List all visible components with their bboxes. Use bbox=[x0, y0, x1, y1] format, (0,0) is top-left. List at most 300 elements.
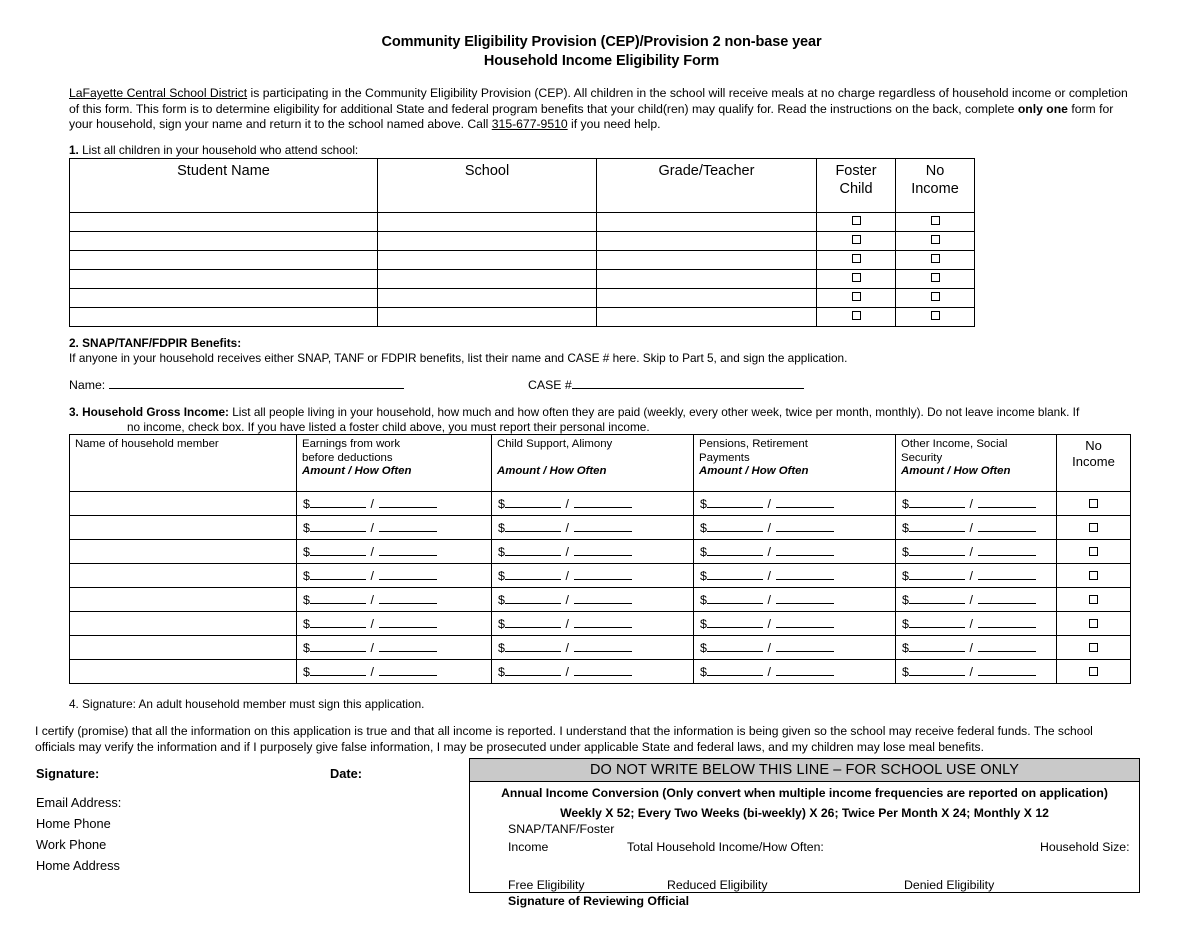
certification-line-1: I certify (promise) that all the information on this application is true and that all income is reported. I understand that the information is being given so the school may receive federal funds. The school bbox=[35, 724, 1093, 738]
amount-input[interactable] bbox=[909, 496, 965, 508]
cell-other-income[interactable] bbox=[896, 636, 1057, 660]
col-household-member-name bbox=[70, 435, 297, 492]
separator: / bbox=[562, 593, 573, 607]
section-2-body: If anyone in your household receives either SNAP, TANF or FDPIR benefits, list their name and CASE # here. Skip to Part 5, and sign the application. bbox=[69, 351, 848, 365]
intro-text-1: is participating in the Community Eligibility Provision (CEP). All children in the school will receive meals at no charge regardless of household income or completion of this form. This form is to determine eligibility for additional State and federal program benefits that your child(ren) may qualify for. Read the instructions on the back, complete bbox=[69, 86, 1128, 116]
amount-input[interactable] bbox=[505, 568, 561, 580]
cell-other-income[interactable] bbox=[896, 492, 1057, 516]
cell-pensions[interactable] bbox=[694, 516, 896, 540]
separator: / bbox=[764, 593, 775, 607]
col-child-support-alimony bbox=[492, 435, 694, 492]
section-4-text: Signature: An adult household member must sign this application. bbox=[82, 697, 425, 711]
income-label: Income bbox=[508, 840, 549, 854]
amount-input[interactable] bbox=[310, 568, 366, 580]
how-often-input[interactable] bbox=[776, 568, 834, 580]
amount-how-often-earnings[interactable] bbox=[303, 665, 437, 679]
cell-school[interactable] bbox=[378, 308, 597, 327]
amount-input[interactable] bbox=[505, 640, 561, 652]
amount-input[interactable] bbox=[505, 544, 561, 556]
how-often-input[interactable] bbox=[776, 592, 834, 604]
how-often-input[interactable] bbox=[574, 520, 632, 532]
currency-symbol: $ bbox=[498, 665, 505, 679]
separator: / bbox=[966, 497, 977, 511]
title-line-1: Community Eligibility Provision (CEP)/Provision 2 non-base year bbox=[381, 34, 822, 50]
table-row bbox=[70, 516, 1131, 540]
checkbox-no-income[interactable] bbox=[1089, 667, 1098, 676]
cell-other-income[interactable] bbox=[896, 588, 1057, 612]
cell-no-income[interactable] bbox=[1057, 612, 1131, 636]
intro-bold-only-one: only one bbox=[1017, 101, 1068, 116]
checkbox-no-income[interactable] bbox=[1089, 499, 1098, 508]
section-1-text: List all children in your household who attend school: bbox=[82, 143, 359, 157]
currency-symbol: $ bbox=[902, 497, 909, 511]
separator: / bbox=[764, 521, 775, 535]
amount-how-often-pensions[interactable] bbox=[700, 521, 834, 535]
snap-case-input[interactable] bbox=[572, 376, 804, 389]
col-pensions-l2: Payments bbox=[699, 451, 750, 464]
amount-input[interactable] bbox=[707, 520, 763, 532]
amount-how-often-other-income[interactable] bbox=[902, 593, 1036, 607]
col-pensions-retirement bbox=[694, 435, 896, 492]
cell-no-income[interactable] bbox=[1057, 492, 1131, 516]
how-often-input[interactable] bbox=[776, 496, 834, 508]
cell-household-member-name[interactable] bbox=[70, 612, 297, 636]
cell-school[interactable] bbox=[378, 213, 597, 232]
checkbox-no-income[interactable] bbox=[931, 254, 940, 263]
amount-input[interactable] bbox=[310, 640, 366, 652]
checkbox-foster-child[interactable] bbox=[852, 254, 861, 263]
col-child-support-l3: Amount / How Often bbox=[497, 465, 607, 478]
cell-earnings[interactable] bbox=[297, 492, 492, 516]
how-often-input[interactable] bbox=[574, 568, 632, 580]
cell-child-support[interactable] bbox=[492, 636, 694, 660]
cell-grade-teacher[interactable] bbox=[597, 232, 817, 251]
amount-how-often-pensions[interactable] bbox=[700, 497, 834, 511]
amount-how-often-pensions[interactable] bbox=[700, 617, 834, 631]
separator: / bbox=[966, 545, 977, 559]
amount-how-often-other-income[interactable] bbox=[902, 569, 1036, 583]
cell-student-name[interactable] bbox=[70, 289, 378, 308]
currency-symbol: $ bbox=[303, 545, 310, 559]
currency-symbol: $ bbox=[902, 617, 909, 631]
how-often-input[interactable] bbox=[379, 568, 437, 580]
checkbox-no-income[interactable] bbox=[1089, 571, 1098, 580]
how-often-input[interactable] bbox=[978, 520, 1036, 532]
section-2-number: 2. bbox=[69, 336, 79, 350]
separator: / bbox=[367, 569, 378, 583]
currency-symbol: $ bbox=[303, 521, 310, 535]
amount-how-often-child-support[interactable] bbox=[498, 593, 632, 607]
cell-earnings[interactable] bbox=[297, 660, 492, 684]
amount-how-often-earnings[interactable] bbox=[303, 593, 437, 607]
free-eligibility-label: Free Eligibility bbox=[508, 878, 585, 892]
cell-foster-child[interactable] bbox=[817, 213, 896, 232]
help-phone-number: 315-677-9510 bbox=[491, 117, 568, 132]
how-often-input[interactable] bbox=[978, 544, 1036, 556]
table-row bbox=[70, 289, 975, 308]
checkbox-foster-child[interactable] bbox=[852, 292, 861, 301]
how-often-input[interactable] bbox=[776, 520, 834, 532]
amount-input[interactable] bbox=[505, 616, 561, 628]
snap-name-field-row bbox=[69, 376, 404, 392]
cell-earnings[interactable] bbox=[297, 540, 492, 564]
annual-income-conversion-line-2: Weekly X 52; Every Two Weeks (bi-weekly) X 26; Twice Per Month X 24; Monthly X 12 bbox=[560, 805, 1049, 820]
amount-how-often-pensions[interactable] bbox=[700, 665, 834, 679]
cell-no-income[interactable] bbox=[1057, 516, 1131, 540]
table-row bbox=[70, 492, 1131, 516]
amount-input[interactable] bbox=[909, 568, 965, 580]
amount-input[interactable] bbox=[310, 496, 366, 508]
how-often-input[interactable] bbox=[978, 496, 1036, 508]
section-3-block bbox=[69, 405, 1149, 435]
checkbox-no-income[interactable] bbox=[931, 216, 940, 225]
amount-input[interactable] bbox=[707, 616, 763, 628]
amount-how-often-earnings[interactable] bbox=[303, 617, 437, 631]
cell-no-income[interactable] bbox=[896, 289, 975, 308]
cell-foster-child[interactable] bbox=[817, 270, 896, 289]
amount-how-often-earnings[interactable] bbox=[303, 521, 437, 535]
how-often-input[interactable] bbox=[379, 544, 437, 556]
how-often-input[interactable] bbox=[574, 544, 632, 556]
cell-earnings[interactable] bbox=[297, 564, 492, 588]
how-often-input[interactable] bbox=[978, 640, 1036, 652]
cell-child-support[interactable] bbox=[492, 540, 694, 564]
amount-input[interactable] bbox=[707, 544, 763, 556]
currency-symbol: $ bbox=[902, 665, 909, 679]
cell-student-name[interactable] bbox=[70, 270, 378, 289]
amount-input[interactable] bbox=[707, 568, 763, 580]
amount-how-often-pensions[interactable] bbox=[700, 593, 834, 607]
cell-no-income[interactable] bbox=[1057, 636, 1131, 660]
certification-line-2: officials may verify the information and if I purposely give false information, I may be prosecuted under applicable State and federal laws, and my children may lose meal benefits. bbox=[35, 739, 984, 754]
how-often-input[interactable] bbox=[379, 592, 437, 604]
how-often-input[interactable] bbox=[776, 616, 834, 628]
currency-symbol: $ bbox=[902, 521, 909, 535]
amount-input[interactable] bbox=[707, 496, 763, 508]
cell-household-member-name[interactable] bbox=[70, 588, 297, 612]
cell-no-income[interactable] bbox=[896, 251, 975, 270]
email-address-label: Email Address: bbox=[36, 795, 122, 810]
currency-symbol: $ bbox=[902, 641, 909, 655]
amount-input[interactable] bbox=[909, 640, 965, 652]
cell-pensions[interactable] bbox=[694, 660, 896, 684]
checkbox-no-income[interactable] bbox=[1089, 619, 1098, 628]
amount-how-often-child-support[interactable] bbox=[498, 617, 632, 631]
col-other-income-l2: Security bbox=[901, 451, 943, 464]
separator: / bbox=[966, 641, 977, 655]
cell-grade-teacher[interactable] bbox=[597, 308, 817, 327]
school-use-body bbox=[470, 782, 1139, 908]
currency-symbol: $ bbox=[700, 641, 707, 655]
cell-earnings[interactable] bbox=[297, 516, 492, 540]
amount-how-often-other-income[interactable] bbox=[902, 497, 1036, 511]
students-table-header-row bbox=[70, 159, 975, 213]
cell-grade-teacher[interactable] bbox=[597, 270, 817, 289]
section-1-number: 1. bbox=[69, 143, 79, 157]
cell-foster-child[interactable] bbox=[817, 308, 896, 327]
checkbox-foster-child[interactable] bbox=[852, 235, 861, 244]
cell-pensions[interactable] bbox=[694, 564, 896, 588]
students-table bbox=[69, 158, 975, 327]
currency-symbol: $ bbox=[902, 593, 909, 607]
amount-input[interactable] bbox=[505, 592, 561, 604]
amount-how-often-earnings[interactable] bbox=[303, 497, 437, 511]
how-often-input[interactable] bbox=[379, 640, 437, 652]
cell-household-member-name[interactable] bbox=[70, 540, 297, 564]
amount-how-often-child-support[interactable] bbox=[498, 497, 632, 511]
cell-other-income[interactable] bbox=[896, 516, 1057, 540]
col-other-income-social-security bbox=[896, 435, 1057, 492]
col-income-no-income bbox=[1057, 435, 1131, 492]
separator: / bbox=[367, 665, 378, 679]
separator: / bbox=[966, 521, 977, 535]
amount-how-often-earnings[interactable] bbox=[303, 569, 437, 583]
how-often-input[interactable] bbox=[574, 616, 632, 628]
school-use-banner: DO NOT WRITE BELOW THIS LINE – FOR SCHOOL USE ONLY bbox=[470, 759, 1139, 782]
separator: / bbox=[562, 521, 573, 535]
col-no-income: No Income bbox=[896, 159, 975, 213]
amount-input[interactable] bbox=[310, 592, 366, 604]
amount-how-often-other-income[interactable] bbox=[902, 641, 1036, 655]
amount-how-often-other-income[interactable] bbox=[902, 521, 1036, 535]
how-often-input[interactable] bbox=[574, 640, 632, 652]
checkbox-no-income[interactable] bbox=[931, 273, 940, 282]
amount-input[interactable] bbox=[909, 664, 965, 676]
amount-how-often-child-support[interactable] bbox=[498, 521, 632, 535]
amount-how-often-other-income[interactable] bbox=[902, 665, 1036, 679]
how-often-input[interactable] bbox=[978, 664, 1036, 676]
currency-symbol: $ bbox=[303, 497, 310, 511]
amount-input[interactable] bbox=[707, 640, 763, 652]
cell-school[interactable] bbox=[378, 232, 597, 251]
section-4-number: 4. bbox=[69, 697, 79, 711]
cell-no-income[interactable] bbox=[896, 270, 975, 289]
cell-no-income[interactable] bbox=[896, 232, 975, 251]
home-address-label: Home Address bbox=[36, 858, 120, 873]
cell-child-support[interactable] bbox=[492, 492, 694, 516]
amount-how-often-other-income[interactable] bbox=[902, 617, 1036, 631]
amount-input[interactable] bbox=[707, 664, 763, 676]
how-often-input[interactable] bbox=[379, 616, 437, 628]
snap-name-input[interactable] bbox=[109, 376, 404, 389]
currency-symbol: $ bbox=[700, 521, 707, 535]
checkbox-no-income[interactable] bbox=[931, 292, 940, 301]
section-3-body-1: List all people living in your household, how much and how often they are paid (weekly, every other week, twice per month, monthly). Do not leave income blank. If bbox=[228, 405, 1080, 419]
checkbox-foster-child[interactable] bbox=[852, 311, 861, 320]
cell-pensions[interactable] bbox=[694, 612, 896, 636]
col-school: School bbox=[378, 159, 597, 213]
separator: / bbox=[367, 497, 378, 511]
cell-student-name[interactable] bbox=[70, 251, 378, 270]
intro-paragraph bbox=[69, 86, 1131, 133]
cell-foster-child[interactable] bbox=[817, 251, 896, 270]
household-size-label: Household Size: bbox=[1040, 840, 1130, 854]
amount-input[interactable] bbox=[909, 592, 965, 604]
cell-no-income[interactable] bbox=[1057, 660, 1131, 684]
checkbox-no-income[interactable] bbox=[931, 235, 940, 244]
cell-child-support[interactable] bbox=[492, 660, 694, 684]
cell-earnings[interactable] bbox=[297, 612, 492, 636]
amount-how-often-earnings[interactable] bbox=[303, 545, 437, 559]
snap-case-field-row bbox=[528, 376, 804, 392]
currency-symbol: $ bbox=[700, 569, 707, 583]
checkbox-foster-child[interactable] bbox=[852, 216, 861, 225]
section-1-label bbox=[69, 143, 358, 158]
cell-student-name[interactable] bbox=[70, 213, 378, 232]
how-often-input[interactable] bbox=[379, 496, 437, 508]
separator: / bbox=[562, 617, 573, 631]
checkbox-no-income[interactable] bbox=[931, 311, 940, 320]
cell-pensions[interactable] bbox=[694, 588, 896, 612]
amount-input[interactable] bbox=[310, 616, 366, 628]
cell-grade-teacher[interactable] bbox=[597, 251, 817, 270]
cell-school[interactable] bbox=[378, 289, 597, 308]
checkbox-no-income[interactable] bbox=[1089, 547, 1098, 556]
checkbox-no-income[interactable] bbox=[1089, 523, 1098, 532]
cell-household-member-name[interactable] bbox=[70, 564, 297, 588]
cell-household-member-name[interactable] bbox=[70, 492, 297, 516]
how-often-input[interactable] bbox=[379, 520, 437, 532]
cell-pensions[interactable] bbox=[694, 492, 896, 516]
snap-name-label: Name: bbox=[69, 378, 106, 392]
currency-symbol: $ bbox=[498, 521, 505, 535]
cell-other-income[interactable] bbox=[896, 540, 1057, 564]
amount-how-often-pensions[interactable] bbox=[700, 569, 834, 583]
checkbox-no-income[interactable] bbox=[1089, 643, 1098, 652]
amount-input[interactable] bbox=[909, 520, 965, 532]
school-use-box bbox=[469, 758, 1140, 908]
district-name: LaFayette Central School District bbox=[69, 86, 248, 100]
table-row bbox=[70, 612, 1131, 636]
how-often-input[interactable] bbox=[978, 592, 1036, 604]
table-row bbox=[70, 308, 975, 327]
cell-pensions[interactable] bbox=[694, 540, 896, 564]
col-household-member-name-l1: Name of household member bbox=[75, 438, 219, 450]
amount-input[interactable] bbox=[310, 544, 366, 556]
separator: / bbox=[966, 593, 977, 607]
cell-child-support[interactable] bbox=[492, 612, 694, 636]
how-often-input[interactable] bbox=[978, 568, 1036, 580]
col-income-no-income-l1: No bbox=[1085, 438, 1102, 453]
cell-earnings[interactable] bbox=[297, 636, 492, 660]
amount-input[interactable] bbox=[505, 520, 561, 532]
currency-symbol: $ bbox=[303, 593, 310, 607]
currency-symbol: $ bbox=[700, 497, 707, 511]
section-4-label bbox=[69, 697, 424, 712]
cell-student-name[interactable] bbox=[70, 232, 378, 251]
cell-no-income[interactable] bbox=[1057, 540, 1131, 564]
income-table bbox=[69, 434, 1131, 684]
cell-earnings[interactable] bbox=[297, 588, 492, 612]
cell-other-income[interactable] bbox=[896, 564, 1057, 588]
how-often-input[interactable] bbox=[776, 544, 834, 556]
cell-foster-child[interactable] bbox=[817, 232, 896, 251]
cell-no-income[interactable] bbox=[1057, 564, 1131, 588]
table-row bbox=[70, 213, 975, 232]
amount-how-often-child-support[interactable] bbox=[498, 665, 632, 679]
date-label: Date: bbox=[330, 766, 362, 781]
separator: / bbox=[367, 593, 378, 607]
amount-how-often-child-support[interactable] bbox=[498, 641, 632, 655]
cell-household-member-name[interactable] bbox=[70, 636, 297, 660]
cell-no-income[interactable] bbox=[896, 213, 975, 232]
currency-symbol: $ bbox=[902, 545, 909, 559]
currency-symbol: $ bbox=[498, 593, 505, 607]
how-often-input[interactable] bbox=[574, 592, 632, 604]
section-2-heading bbox=[69, 336, 1129, 351]
cell-no-income[interactable] bbox=[896, 308, 975, 327]
amount-input[interactable] bbox=[310, 520, 366, 532]
amount-how-often-other-income[interactable] bbox=[902, 545, 1036, 559]
amount-input[interactable] bbox=[505, 496, 561, 508]
col-student-name: Student Name bbox=[70, 159, 378, 213]
reviewing-official-signature-label: Signature of Reviewing Official bbox=[508, 894, 690, 908]
cell-child-support[interactable] bbox=[492, 564, 694, 588]
separator: / bbox=[764, 569, 775, 583]
cell-other-income[interactable] bbox=[896, 612, 1057, 636]
currency-symbol: $ bbox=[498, 569, 505, 583]
amount-how-often-pensions[interactable] bbox=[700, 641, 834, 655]
how-often-input[interactable] bbox=[574, 496, 632, 508]
separator: / bbox=[562, 497, 573, 511]
how-often-input[interactable] bbox=[776, 664, 834, 676]
checkbox-foster-child[interactable] bbox=[852, 273, 861, 282]
currency-symbol: $ bbox=[498, 641, 505, 655]
col-earnings-l3: Amount / How Often bbox=[302, 465, 412, 478]
cell-pensions[interactable] bbox=[694, 636, 896, 660]
how-often-input[interactable] bbox=[574, 664, 632, 676]
cell-school[interactable] bbox=[378, 251, 597, 270]
cell-child-support[interactable] bbox=[492, 516, 694, 540]
amount-how-often-child-support[interactable] bbox=[498, 569, 632, 583]
col-other-income-l1: Other Income, Social bbox=[901, 438, 1008, 450]
currency-symbol: $ bbox=[498, 545, 505, 559]
col-other-income-l3: Amount / How Often bbox=[901, 465, 1011, 478]
amount-input[interactable] bbox=[310, 664, 366, 676]
amount-input[interactable] bbox=[707, 592, 763, 604]
table-row bbox=[70, 251, 975, 270]
cell-grade-teacher[interactable] bbox=[597, 289, 817, 308]
amount-how-often-child-support[interactable] bbox=[498, 545, 632, 559]
section-3-heading-line bbox=[69, 405, 1149, 420]
how-often-input[interactable] bbox=[978, 616, 1036, 628]
how-often-input[interactable] bbox=[379, 664, 437, 676]
cell-other-income[interactable] bbox=[896, 660, 1057, 684]
separator: / bbox=[764, 617, 775, 631]
amount-input[interactable] bbox=[909, 544, 965, 556]
table-row bbox=[70, 660, 1131, 684]
col-child-support-l1: Child Support, Alimony bbox=[497, 438, 613, 450]
col-foster-child: Foster Child bbox=[817, 159, 896, 213]
cell-household-member-name[interactable] bbox=[70, 516, 297, 540]
income-table-header-row bbox=[70, 435, 1131, 492]
amount-how-often-earnings[interactable] bbox=[303, 641, 437, 655]
separator: / bbox=[966, 665, 977, 679]
cell-student-name[interactable] bbox=[70, 308, 378, 327]
cell-grade-teacher[interactable] bbox=[597, 213, 817, 232]
cell-no-income[interactable] bbox=[1057, 588, 1131, 612]
amount-input[interactable] bbox=[505, 664, 561, 676]
cell-household-member-name[interactable] bbox=[70, 660, 297, 684]
cell-school[interactable] bbox=[378, 270, 597, 289]
checkbox-no-income[interactable] bbox=[1089, 595, 1098, 604]
cell-child-support[interactable] bbox=[492, 588, 694, 612]
separator: / bbox=[562, 641, 573, 655]
amount-how-often-pensions[interactable] bbox=[700, 545, 834, 559]
amount-input[interactable] bbox=[909, 616, 965, 628]
cell-foster-child[interactable] bbox=[817, 289, 896, 308]
how-often-input[interactable] bbox=[776, 640, 834, 652]
